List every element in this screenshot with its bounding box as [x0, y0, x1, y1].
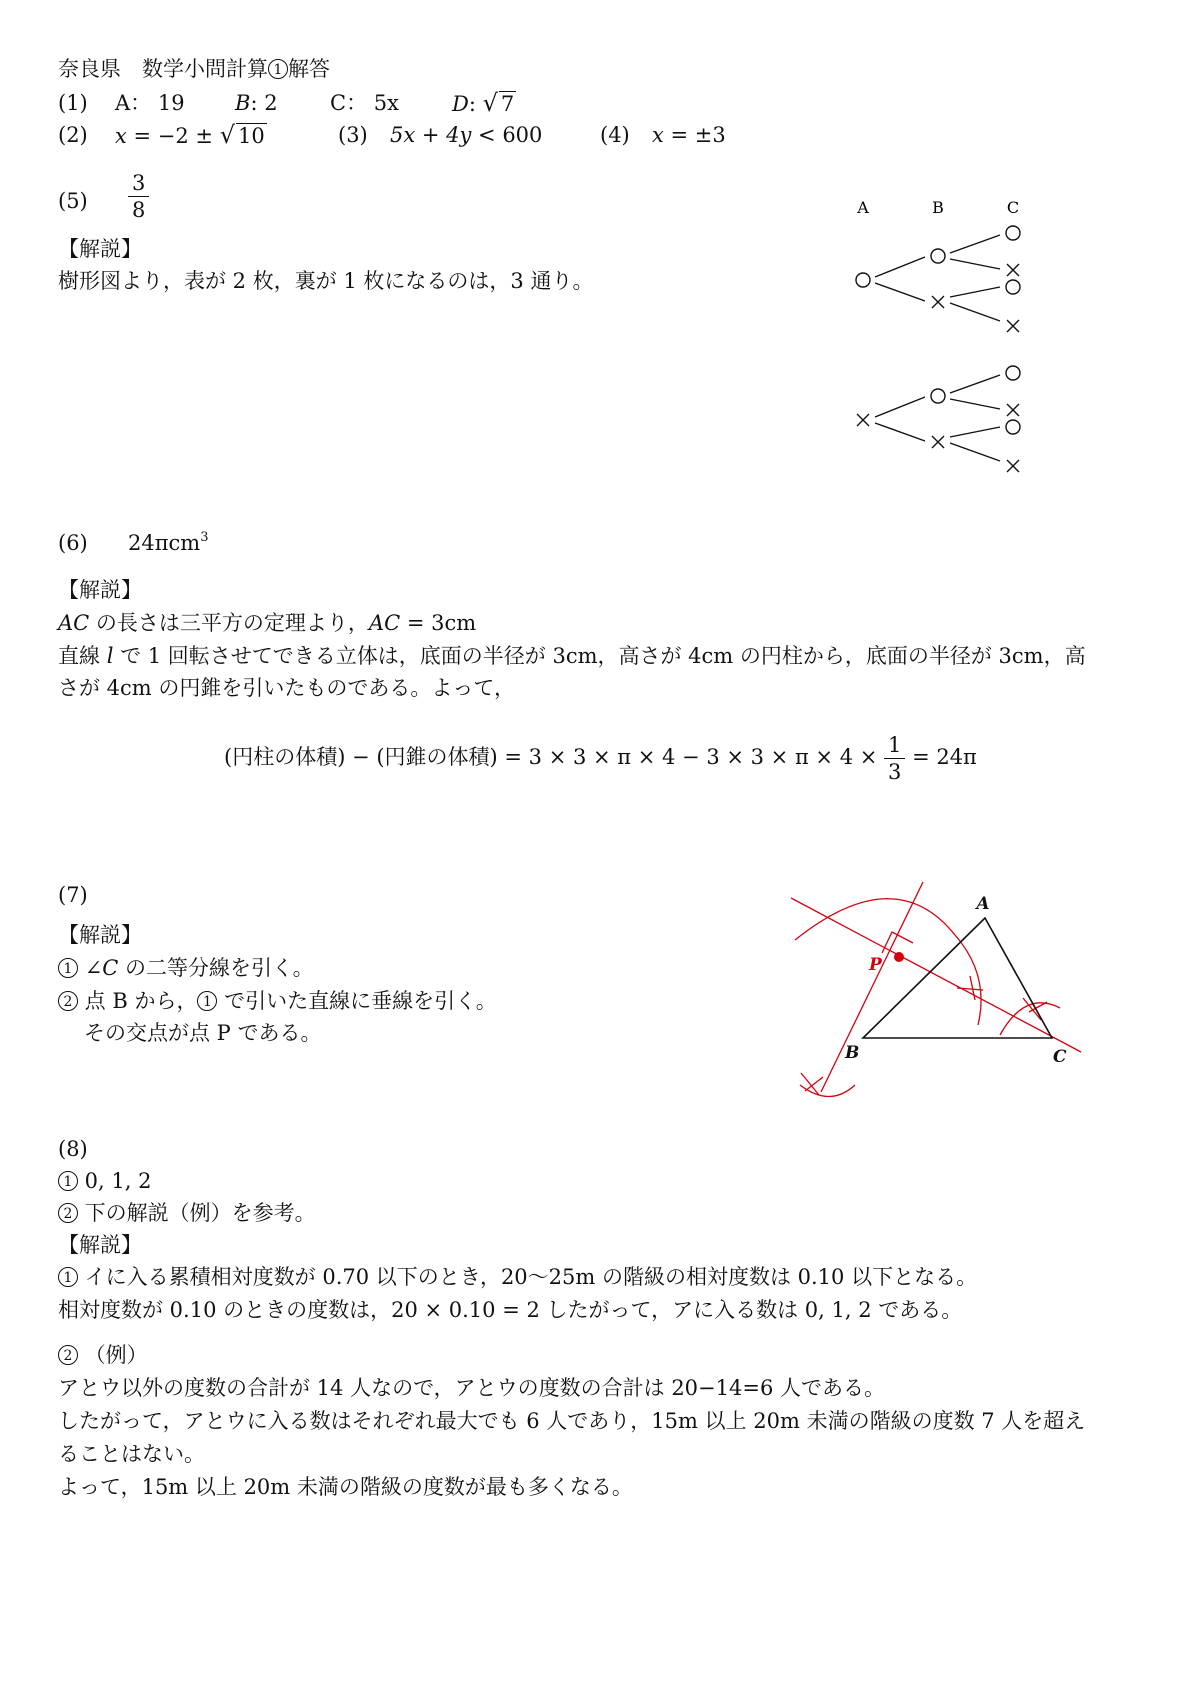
tree-node-tails: [1007, 264, 1019, 276]
point-p-marker: [894, 952, 904, 962]
q6-line-2: [58, 641, 1086, 671]
q7-angle-c: ∠C: [84, 956, 119, 980]
tree-col-b: B: [932, 198, 944, 217]
q1-answer-a: A： 19: [115, 91, 185, 115]
tree-node-tails: [932, 296, 944, 308]
tree-node-tails: [1007, 460, 1019, 472]
q7-label: (7): [58, 883, 88, 907]
q6-label: (6): [58, 531, 88, 555]
q1-answer-c: C： 5x: [330, 91, 399, 115]
q1-label: (1): [58, 91, 88, 115]
q6-formula-right: = 24π: [905, 745, 977, 769]
circled-number: 2: [58, 1203, 78, 1223]
q8-explanation-2-line-4: よって，15m 以上 20m 未満の階級の度数が最も多くなる。: [58, 1475, 633, 1499]
title-text: 奈良県 数学小問計算: [58, 57, 268, 81]
circled-number: 2: [58, 991, 78, 1011]
q6-kaisetsu-heading: 【解説】: [58, 578, 142, 602]
q1-d-sep: :: [468, 92, 476, 116]
arc-mark: [801, 1073, 823, 1095]
q1-answer-b: [235, 88, 278, 118]
q6-text: 直線: [58, 644, 107, 668]
q7-text: で引いた直線に垂線を引く。: [217, 989, 497, 1013]
tree-node-tails: [932, 436, 944, 448]
construction-lines: [791, 882, 1081, 1097]
q6-text: の長さは三平方の定理より，: [89, 611, 369, 635]
tree-node-heads: [1006, 420, 1020, 434]
perpendicular-line: [821, 882, 923, 1092]
q6-var-ac: AC: [368, 611, 401, 635]
tree-col-a: A: [857, 198, 869, 217]
triangle-abc: [863, 918, 1052, 1038]
q8-explanation-2: [58, 1340, 148, 1370]
q8-kaisetsu-heading: 【解説】: [58, 1233, 142, 1257]
q6-answer-value: 24πcm: [128, 531, 201, 555]
label-b: B: [845, 1043, 860, 1063]
q6-answer: [128, 528, 208, 558]
tree-node-heads: [1006, 226, 1020, 240]
q1-d-label: D: [452, 92, 469, 116]
tree-branches: [875, 235, 1000, 461]
q6-formula-numerator: 1: [884, 732, 905, 759]
page-title: [58, 54, 330, 84]
q3-expr: 5x + 4y: [390, 123, 472, 147]
q6-text: = 3cm: [400, 611, 477, 635]
q5-explanation: 樹形図より，表が 2 枚，裏が 1 枚になるのは，3 通り。: [58, 269, 594, 293]
q5-denominator: 8: [132, 198, 146, 222]
tree-node-tails: [1007, 404, 1019, 416]
q6-line-1: [58, 608, 476, 638]
q6-text: で 1 回転させてできる立体は，底面の半径が 3cm，高さが 4cm の円柱から，底面の半径が 3cm，高: [113, 644, 1086, 668]
arc-c: [1000, 1003, 1060, 1035]
tree-diagram: [845, 195, 1035, 485]
q4-var: x: [652, 123, 664, 147]
q5-numerator: 3: [128, 170, 149, 197]
tree-node-heads: [931, 249, 945, 263]
arc-large: [795, 899, 981, 1025]
q6-formula-left: (円柱の体積) − (円錐の体積) = 3 × 3 × π × 4 − 3 × 3 × π × 4 ×: [224, 745, 885, 769]
q4-label: (4): [600, 123, 630, 147]
tree-node-tails: [1007, 320, 1019, 332]
q2-eq: = −2 ±: [126, 124, 220, 148]
circled-number: 2: [58, 1345, 78, 1365]
tree-nodes: [856, 226, 1020, 472]
label-a: A: [976, 894, 990, 914]
q8-text: （例）: [78, 1343, 148, 1367]
q8-explanation-2-line-3: ることはない。: [58, 1442, 205, 1466]
q7-text: の二等分線を引く。: [118, 956, 314, 980]
q8-explanation-1: [58, 1262, 977, 1292]
q6-line-3: さが 4cm の円錐を引いたものである。よって，: [58, 676, 515, 700]
q7-text: 点 B から，: [78, 989, 198, 1013]
q5-kaisetsu-heading: 【解説】: [58, 237, 142, 261]
q3-answer: [390, 120, 542, 150]
q8-text: イに入る累積相対度数が 0.70 以下のとき，20〜25m の階級の相対度数は 0.10 以下となる。: [78, 1265, 978, 1289]
circled-number: 1: [58, 1267, 78, 1287]
label-p: P: [869, 955, 882, 975]
q7-step-2: [58, 986, 497, 1016]
right-angle-mark: [882, 932, 913, 953]
q8-explanation-1-line-2: 相対度数が 0.10 のときの度数は，20 × 0.10 = 2 したがって，アに入る数は 0, 1, 2 である。: [58, 1298, 963, 1322]
q4-answer: [652, 120, 726, 150]
q6-var-ac: AC: [58, 611, 90, 635]
construction-figure: [785, 880, 1105, 1105]
q3-label: (3): [338, 123, 368, 147]
q8-label: (8): [58, 1137, 88, 1161]
tree-node-tails: [857, 414, 869, 426]
q6-formula: [224, 732, 977, 785]
q4-rhs: = ±3: [663, 123, 726, 147]
title-suffix: 解答: [288, 57, 330, 81]
tree-node-heads: [1006, 366, 1020, 380]
tree-node-heads: [931, 389, 945, 403]
q6-answer-exponent: 3: [200, 530, 209, 545]
q1-b-value: : 2: [250, 91, 278, 115]
circled-number: 1: [58, 1171, 78, 1191]
q8-answer-1: [58, 1166, 151, 1196]
q2-label: (2): [58, 123, 88, 147]
label-c: C: [1053, 1047, 1067, 1067]
circled-number: 1: [58, 958, 78, 978]
q8-explanation-2-line-2: したがって，アとウに入る数はそれぞれ最大でも 6 人であり，15m 以上 20m 未満の階級の度数 7 人を超え: [58, 1409, 1086, 1433]
q3-ineq: < 600: [471, 123, 543, 147]
q7-step-3: その交点が点 P である。: [84, 1021, 322, 1045]
q8-explanation-2-line-1: アとウ以外の度数の合計が 14 人なので，アとウの度数の合計は 20−14=6 人である。: [58, 1376, 885, 1400]
q1-answer-d: D: √ 7: [452, 89, 515, 117]
q2-var: x: [115, 124, 127, 148]
q8-answer-2: [58, 1198, 316, 1228]
q8-text: 下の解説（例）を参考。: [78, 1201, 316, 1225]
q1-d-radicand: 7: [500, 92, 515, 116]
q5-label: (5): [58, 189, 88, 213]
q6-formula-denominator: 3: [888, 760, 902, 784]
tree-node-heads: [856, 273, 870, 287]
q2-answer: x = −2 ± √ 10: [115, 121, 265, 149]
circled-number: 1: [197, 991, 217, 1011]
q5-fraction: [128, 170, 149, 223]
circled-number: 1: [268, 59, 288, 79]
q1-b-label: B: [235, 91, 251, 115]
q6-var-l: l: [106, 644, 114, 668]
q7-kaisetsu-heading: 【解説】: [58, 923, 142, 947]
arc-b: [800, 1085, 855, 1097]
angle-bisector: [791, 898, 1081, 1052]
q2-radicand: 10: [238, 124, 265, 148]
tree-node-heads: [1006, 280, 1020, 294]
q7-step-1: [58, 953, 314, 983]
q8-text: 0, 1, 2: [78, 1169, 152, 1193]
tree-col-c: C: [1006, 198, 1020, 217]
